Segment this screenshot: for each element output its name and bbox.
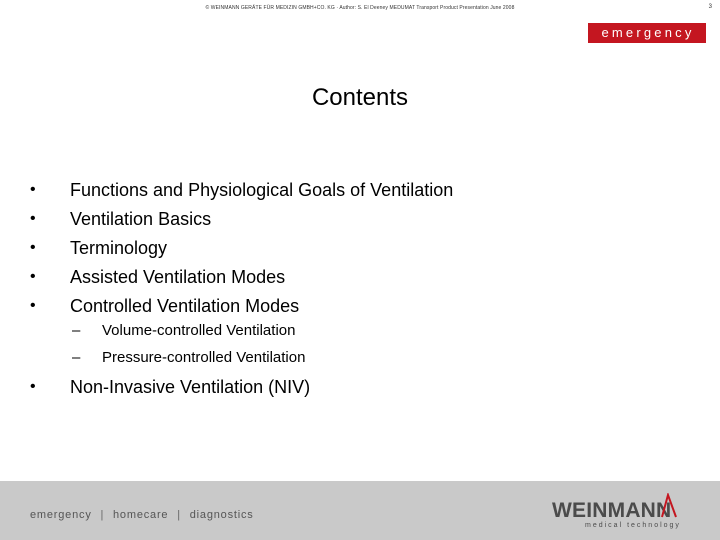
- list-item: [30, 264, 453, 293]
- list-item: [30, 374, 310, 403]
- bullet-icon: •: [30, 181, 36, 198]
- footer: [0, 481, 720, 540]
- bullet-icon: •: [30, 210, 36, 227]
- tagline-diagnostics: diagnostics: [189, 509, 254, 521]
- list-item: [30, 293, 453, 322]
- sub-bullet-text: Pressure-controlled Ventilation: [102, 349, 306, 366]
- bullet-text: Non-Invasive Ventilation (NIV): [70, 377, 311, 397]
- bullet-text: Controlled Ventilation Modes: [70, 296, 300, 316]
- bullet-icon: •: [30, 378, 36, 395]
- sub-list-item: [72, 320, 305, 347]
- page-number: 3: [708, 4, 712, 10]
- bullet-text: Functions and Physiological Goals of Ventilation: [70, 180, 454, 200]
- slide-title: Contents: [311, 84, 409, 111]
- logo-wave-icon: [660, 493, 678, 519]
- tagline-homecare: homecare: [113, 509, 169, 521]
- footer-tagline: [30, 509, 254, 521]
- tagline-separator: |: [177, 509, 181, 521]
- bullet-icon: •: [30, 297, 36, 314]
- sub-bullet-list: [72, 320, 305, 374]
- list-item: [30, 235, 453, 264]
- dash-icon: –: [72, 349, 81, 366]
- weinmann-logo: [552, 499, 694, 533]
- bullet-list: [30, 177, 453, 322]
- bullet-text: Terminology: [70, 238, 168, 258]
- bullet-text: Ventilation Basics: [70, 209, 212, 229]
- header-text: © WEINMANN GERÄTE FÜR MEDIZIN GMBH+CO. KG · Author: S. El Deeney MEDUMAT Transport Product Presentation June 2008: [205, 5, 515, 11]
- tagline-separator: |: [100, 509, 105, 521]
- bullet-icon: •: [30, 268, 36, 285]
- logo-subtitle: medical technology: [585, 522, 681, 529]
- list-item: [30, 177, 453, 206]
- bullet-icon: •: [30, 239, 36, 256]
- logo-wordmark: WEINMANN: [552, 499, 672, 522]
- bullet-text: Assisted Ventilation Modes: [70, 267, 286, 287]
- bullet-list-continued: [30, 374, 310, 403]
- list-item: [30, 206, 453, 235]
- emergency-badge: emergency: [588, 23, 706, 43]
- tagline-emergency: emergency: [30, 509, 92, 521]
- dash-icon: –: [72, 322, 81, 339]
- sub-bullet-text: Volume-controlled Ventilation: [102, 322, 296, 339]
- sub-list-item: [72, 347, 305, 374]
